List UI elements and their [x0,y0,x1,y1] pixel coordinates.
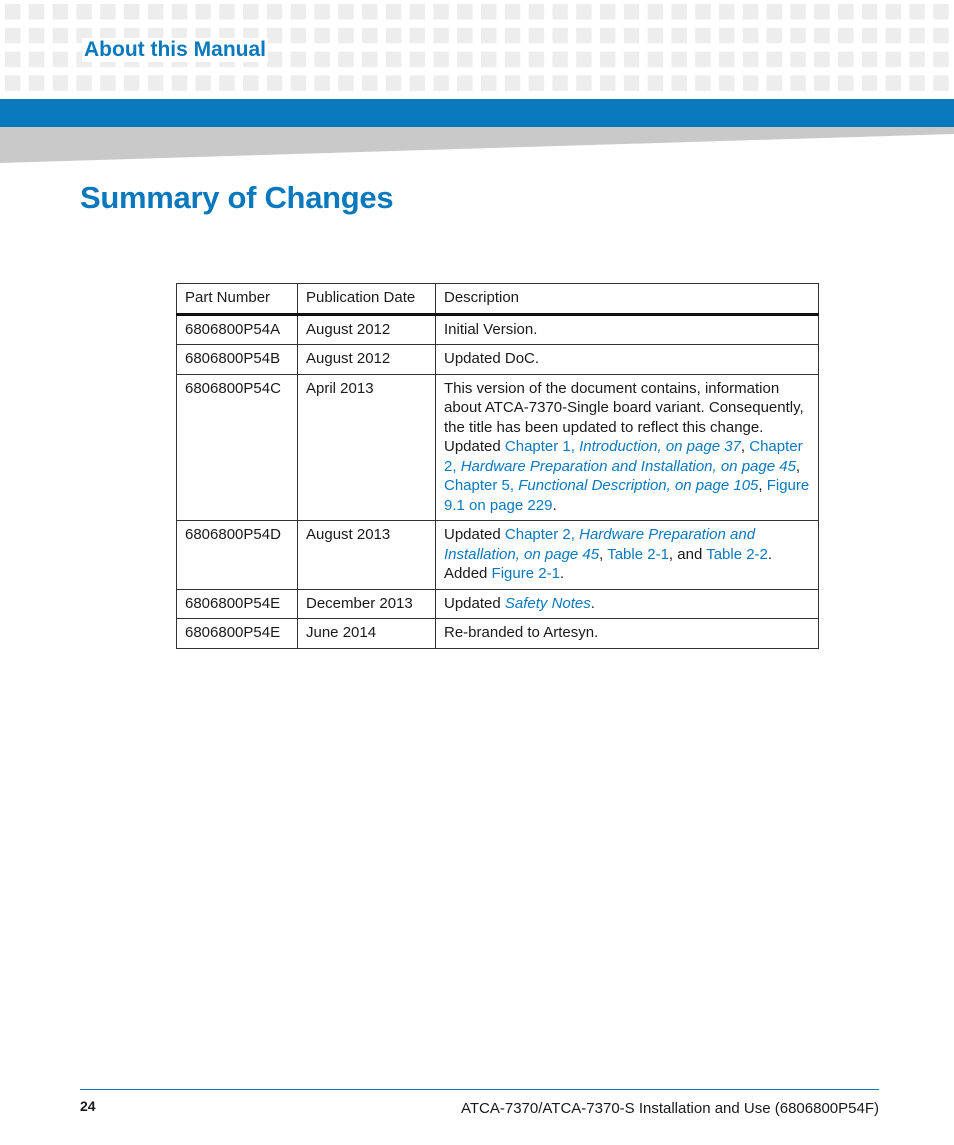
table-row [177,619,819,649]
part-number-cell: 6806800P54E [177,619,298,649]
description-text: , [795,457,801,475]
changes-table [176,283,819,649]
description-text: , [740,438,750,455]
description-text: . [559,565,565,582]
cross-reference-link[interactable]: Hardware Preparation and Installation, on page 45 [460,457,796,475]
footer-rule [80,1089,879,1090]
description-cell [436,345,819,375]
description-text: , [599,545,608,563]
table-header-row [177,284,819,315]
cross-reference-link[interactable]: Hardware Preparation and Installation, on page 45 [444,526,756,563]
footer-doc-title: ATCA-7370/ATCA-7370-S Installation and Use (6806800P54F) [460,1100,879,1117]
part-number-cell: 6806800P54C [177,374,298,521]
table-row [177,521,819,590]
header-part-number: Part Number [177,284,298,315]
description-text: Initial Version. [444,320,538,338]
cross-reference-link[interactable]: Figure 2-1 [491,565,560,582]
cross-reference-link[interactable]: Chapter 2, [504,526,580,543]
cross-reference-link[interactable]: Chapter 5, [444,477,519,494]
description-text: Updated [444,526,505,543]
part-number-cell: 6806800P54D [177,521,298,590]
description-text: , and [668,545,707,563]
header-publication-date: Publication Date [298,284,436,315]
cross-reference-link[interactable]: Chapter 1, [504,438,580,455]
publication-date-cell: June 2014 [298,619,436,649]
cross-reference-link[interactable]: Table 2-2 [706,545,768,563]
cross-reference-link[interactable]: Functional Description, on page 105 [518,477,759,494]
cross-reference-link[interactable]: Safety Notes [504,594,591,612]
table-row [177,345,819,375]
publication-date-cell: August 2013 [298,521,436,590]
header-description: Description [436,284,819,315]
table-row [177,374,819,521]
cross-reference-link[interactable]: Chapter 2, [444,438,803,475]
description-text: . [590,594,595,612]
part-number-cell: 6806800P54B [177,345,298,375]
description-text: Updated [444,594,505,612]
description-text: . [552,496,557,514]
description-cell [436,521,819,590]
description-cell [436,314,819,345]
publication-date-cell: December 2013 [298,589,436,619]
description-cell [436,619,819,649]
description-text: This version of the document contains, information about ATCA-7370-Single board variant. Consequently, the title has been updated to reflect this change. Updated [444,379,804,455]
cross-reference-link[interactable]: Table 2-1 [607,545,669,563]
table-row [177,314,819,345]
header-gray-wedge [0,127,954,163]
page-number: 24 [80,1098,96,1114]
header-blue-band [0,99,954,127]
section-title: About this Manual [84,38,266,61]
description-text: , [758,477,767,494]
cross-reference-link[interactable]: Introduction, on page 37 [579,438,741,455]
description-cell [436,589,819,619]
page-title: Summary of Changes [80,180,394,215]
description-text: . Added [444,545,773,582]
description-text: Updated DoC. [444,350,540,367]
publication-date-cell: April 2013 [298,374,436,521]
part-number-cell: 6806800P54E [177,589,298,619]
description-cell [436,374,819,521]
part-number-cell: 6806800P54A [177,314,298,345]
publication-date-cell: August 2012 [298,314,436,345]
table-row [177,589,819,619]
description-text: Re-branded to Artesyn. [444,624,599,641]
publication-date-cell: August 2012 [298,345,436,375]
cross-reference-link[interactable]: Figure 9.1 on page 229 [444,477,810,514]
